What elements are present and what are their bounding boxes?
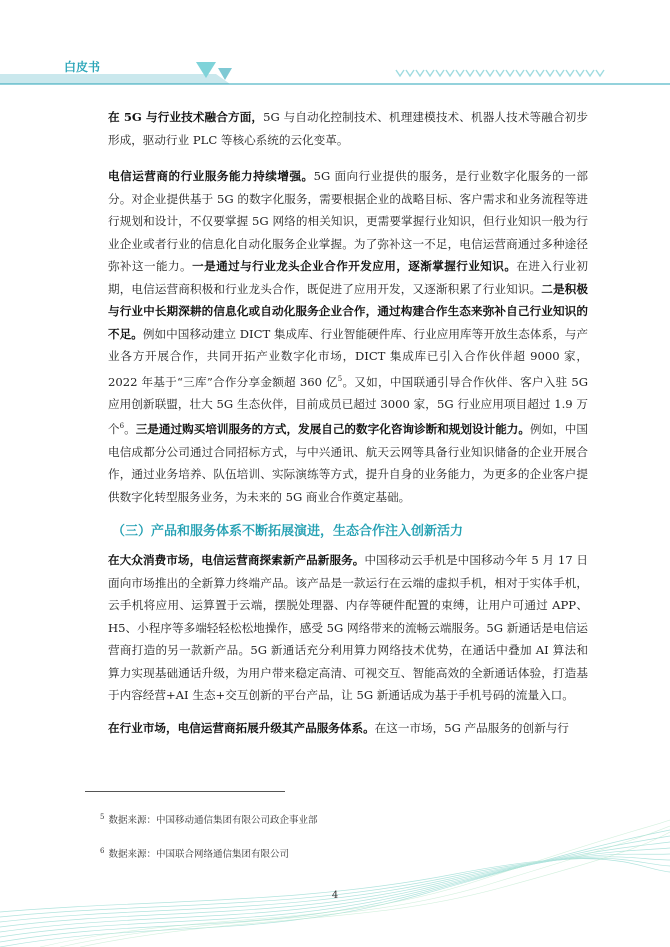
- paragraph-text: 中国移动云手机是中国移动今年 5 月 17 日面向市场推出的全新算力终端产品。该产品是一款运行在云端的虚拟手机，相对于实体手机，云手机将应用、运算置于云端，摆脱处理器、内存等硬件配置的束缚，让用户可通过 APP、H5、小程序等多端轻轻松松地操作，感受 5G 网络带来的流畅云端服务。5G 新通话是电信运营商打造的另一款新产品。5G 新通话充分利用算力网络技术优势，在通话中叠加 AI 算法和算力实现基础通话升级，为用户带来稳定高清、可视交互、智能高效的全新通话体验，打造基于内容经营+AI 生态+交互创新的平台产品，让 5G 新通话成为基于手机号码的流量入口。: [108, 553, 588, 703]
- footnote-5: $^5$ 数据来源：中国移动通信集团有限公司政企事业部: [100, 812, 318, 826]
- paragraph-lead: 在 5G 与行业技术融合方面，: [108, 110, 264, 124]
- footnote-ref-6[interactable]: 6: [119, 422, 125, 431]
- header-decoration: [0, 48, 670, 88]
- paragraph-text: 在这一市场，5G 产品服务的创新与行: [374, 720, 569, 735]
- paragraph-lead: 在行业市场，电信运营商拓展升级其产品服务体系。: [108, 720, 375, 735]
- footnote-6: $^6$ 数据来源：中国联合网络通信集团有限公司: [100, 846, 289, 860]
- header-label: 白皮书: [64, 60, 101, 74]
- page-number: 4: [331, 890, 339, 901]
- paragraph-consumer-market: [108, 549, 588, 707]
- paragraph-tech-fusion: [108, 106, 588, 151]
- section-heading: （三）产品和服务体系不断拓展演进，生态合作注入创新活力: [112, 524, 464, 540]
- main-content: [108, 106, 588, 739]
- paragraph-industry-market: [108, 717, 588, 740]
- paragraph-operator-capability: 电信运营商的行业服务能力持续增强。5G 面向行业提供的服务，是行业数字化服务的一部分。对企业提供基于 5G 的数字化服务，需要根据企业的战略目标、客户需求和业务流程等进行规划和设计，不仅要掌握 5G 网络的相关知识，更需要掌握行业知识，但行业知识一般为行业企业或者行业的信息化自动化服务企业掌握。为了弥补这一不足，电信运营商通过多种途径弥补这一能力。一是通过与行业龙头企业合作开发应用，逐渐掌握行业知识。在进入行业初期，电信运营商积极和行业龙头合作，既促进了应用开发，又逐渐积累了行业知识。二是积极与行业中长期深耕的信息化或自动化服务企业合作，通过构建合作生态来弥补自己行业知识的不足。例如中国移动建立 DICT 集成库、行业智能硬件库、行业应用库等开放生态体系，与产业各方开展合作，共同开拓产业数字化市场，DICT 集成库已引入合作伙伴超 9000 家，2022 年基于“三库”合作分享金额超 360 亿$^5$。又如，中国联通引导合作伙伴、客户入驻 5G 应用创新联盟，壮大 5G 生态伙伴，目前成员已超过 3000 家，5G 行业应用项目超过 1.9 万个$^6$。三是通过购买培训服务的方式，发展自己的数字化咨询诊断和规划设计能力。例如，中国电信成都分公司通过合同招标方式，与中兴通讯、航天云网等具备行业知识储备的企业开展合作，通过业务培养、队伍培训、实际演练等方式，提升自身的业务能力，为更多的企业客户提供数字化转型服务业务，为未来的 5G 商业合作奠定基础。: [108, 169, 589, 504]
- paragraph-lead: 电信运营商的行业服务能力持续增强。: [108, 169, 314, 183]
- paragraph-text: 5G 与自动化控制技术、机理建模技术、机器人技术等融合初步形成，驱动行业 PLC 等核心系统的云化变革。: [108, 110, 588, 147]
- footnote-ref-5[interactable]: 5: [337, 374, 343, 383]
- footnote-divider: [85, 791, 285, 792]
- paragraph-lead: 在大众消费市场，电信运营商探索新产品新服务。: [108, 553, 365, 568]
